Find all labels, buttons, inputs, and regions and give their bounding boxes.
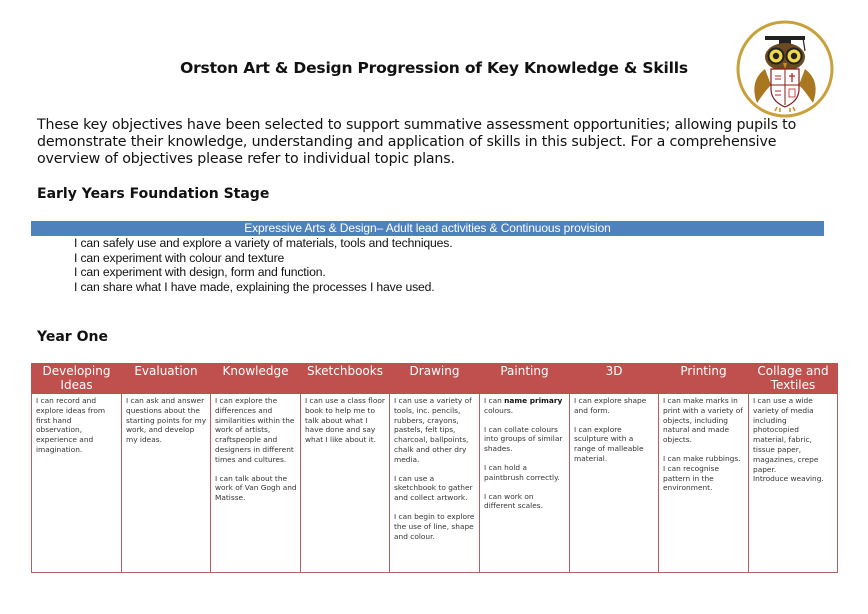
cell-text: I can talk about the work of Van Gogh and Matisse. (215, 473, 297, 503)
eyfs-heading: Early Years Foundation Stage (37, 186, 270, 202)
cell-developing-ideas (32, 394, 122, 573)
cell-text: I can collate colours into groups of similar shades. (484, 424, 563, 454)
year-one-table (31, 363, 838, 573)
cell-text-suffix: colours. (484, 405, 514, 415)
intro-paragraph: These key objectives have been selected to support summative assessment opportunities; allowing pupils to demonstrate their knowledge, understanding and application of skills in this subject. For a comprehensive overview of objectives please refer to individual topic plans. (37, 117, 797, 167)
cell-text: Introduce weaving. (753, 474, 824, 484)
column-header-collage-textiles: Collage and Textiles (749, 363, 838, 394)
cell-text: I can use a variety of tools, inc. pencils, rubbers, crayons, pastels, felt tips, charcoal, ballpoints, chalk and other dry media. (394, 396, 472, 464)
cell-text: I can use a wide variety of media including photocopied material, fabric, tissue paper, magazines, crepe paper. (753, 396, 819, 474)
cell-text-bold: name primary (504, 396, 563, 405)
cell-text: I can make marks in print with a variety of objects, including natural and made objects. (663, 396, 743, 445)
eyfs-objective: I can safely use and explore a variety of materials, tools and techniques. (74, 236, 453, 250)
cell-text: I can record and explore ideas from first hand observation, experience and imagination. (36, 396, 106, 454)
cell-3d (570, 394, 659, 573)
cell-drawing (390, 394, 480, 573)
cell-text: I can hold a paintbrush correctly. (484, 462, 560, 482)
eyfs-objective: I can experiment with colour and texture (74, 250, 285, 265)
column-header-developing-ideas: Developing Ideas (32, 363, 122, 394)
column-header-knowledge: Knowledge (211, 363, 301, 394)
school-owl-crest-logo (735, 19, 835, 119)
cell-sketchbooks (301, 394, 390, 573)
cell-painting (480, 394, 570, 573)
cell-text: I can ask and answer questions about the starting points for my work, and develop my ideas. (126, 396, 207, 445)
cell-text-prefix: I can (484, 396, 505, 405)
column-header-printing: Printing (659, 363, 749, 394)
cell-text: I can explore shape and form. (574, 396, 647, 415)
cell-text: I can explore sculpture with a range of malleable material. (574, 424, 644, 463)
table-row (32, 394, 838, 573)
table-header-row (32, 363, 838, 394)
cell-text: I can work on different scales. (484, 491, 543, 511)
page-title: Orston Art & Design Progression of Key Knowledge & Skills (180, 59, 688, 77)
year-one-heading: Year One (37, 329, 108, 345)
column-header-sketchbooks: Sketchbooks (301, 363, 390, 394)
column-header-3d: 3D (570, 363, 659, 394)
cell-text: I can begin to explore the use of line, shape and colour. (394, 511, 475, 541)
cell-text: I can make rubbings. I can recognise pattern in the environment. (663, 453, 741, 493)
cell-text: I can explore the differences and similarities within the work of artists, craftspeople and designers in different times and cultures. (215, 396, 295, 464)
eyfs-objective: I can share what I have made, explaining the processes I have used. (74, 279, 435, 294)
cell-text: I can use a sketchbook to gather and collect artwork. (394, 473, 473, 503)
cell-collage-textiles (749, 394, 838, 573)
cell-text (484, 396, 566, 416)
column-header-evaluation: Evaluation (122, 363, 211, 394)
eyfs-objective: I can experiment with design, form and function. (74, 265, 326, 280)
cell-text: I can use a class floor book to help me to talk about what I have done and say what I like about it. (305, 396, 385, 445)
column-header-drawing: Drawing (390, 363, 480, 394)
column-header-painting: Painting (480, 363, 570, 394)
cell-knowledge (211, 394, 301, 573)
eyfs-band-header: Expressive Arts & Design– Adult lead activities & Continuous provision (31, 221, 824, 236)
eyfs-objectives-list (74, 236, 452, 294)
cell-evaluation (122, 394, 211, 573)
cell-printing (659, 394, 749, 573)
